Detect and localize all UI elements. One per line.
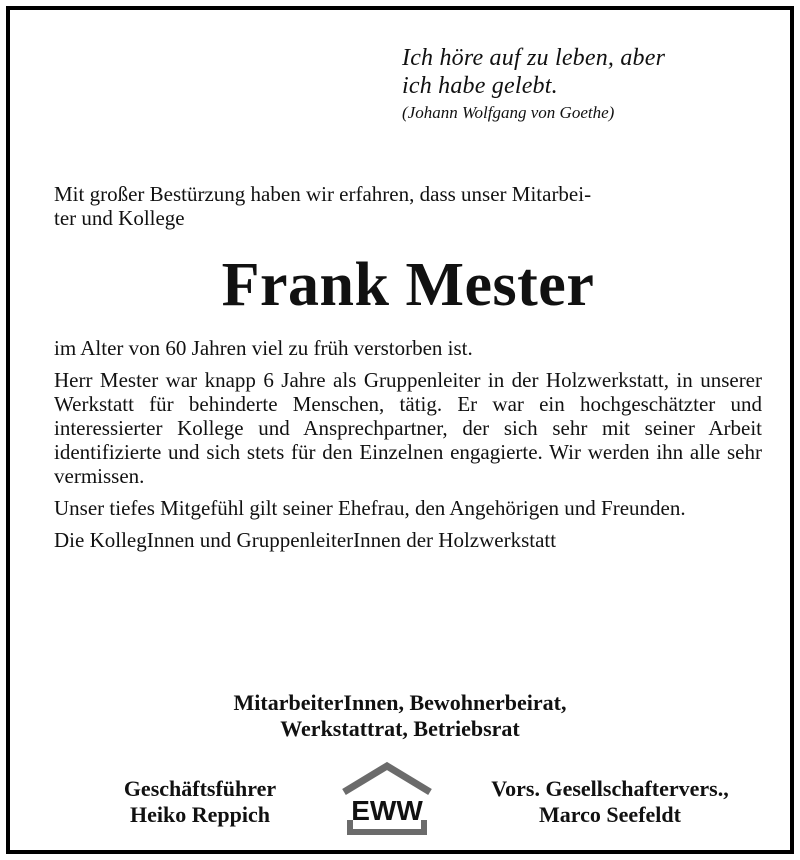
career-paragraph: Herr Mester war knapp 6 Jahre als Gruppenleiter in der Holzwerkstatt, in unserer Werkstatt für behinderte Menschen, tätig. Er war ein hochgeschätzter und interessierter Kollege und Ansprechpartner, der sich sehr mit seiner Arbeit identifizierte und sich stets für den Einzelnen engagierte. Wir werden ihn alle sehr vermissen.	[54, 368, 762, 488]
obituary-notice	[6, 6, 794, 854]
signers-block	[10, 690, 790, 742]
colleagues-line: Die KollegInnen und GruppenleiterInnen der Holzwerkstatt	[54, 528, 557, 552]
intro-line-1: Mit großer Bestürzung haben wir erfahren, dass unser Mitarbei-	[54, 182, 592, 206]
signers-line-1: MitarbeiterInnen, Bewohnerbeirat,	[233, 690, 567, 715]
condolence-paragraph: Unser tiefes Mitgefühl gilt seiner Ehefrau, den Angehörigen und Freunden.	[54, 496, 686, 520]
intro-paragraph	[54, 182, 762, 230]
signers-line-2: Werkstattrat, Betriebsrat	[280, 716, 520, 741]
chairman-signature	[440, 776, 780, 828]
eww-logo-icon	[338, 760, 436, 838]
quote-attribution: (Johann Wolfgang von Goethe)	[402, 103, 615, 122]
chairman-name: Marco Seefeldt	[539, 802, 681, 827]
notice-body	[54, 182, 762, 552]
managing-director-role: Geschäftsführer	[123, 776, 277, 801]
quote-line-2: ich habe gelebt.	[402, 73, 558, 99]
intro-line-2: ter und Kollege	[54, 206, 185, 230]
managing-director-signature	[70, 776, 330, 828]
logo-text: EWW	[351, 795, 423, 826]
goethe-quote	[402, 44, 782, 124]
deceased-name: Frank Mester	[221, 251, 595, 319]
chairman-role: Vors. Gesellschaftervers.,	[491, 776, 729, 801]
age-paragraph: im Alter von 60 Jahren viel zu früh verstorben ist.	[54, 336, 473, 360]
managing-director-name: Heiko Reppich	[130, 802, 270, 827]
quote-line-1: Ich höre auf zu leben, aber	[402, 45, 666, 71]
